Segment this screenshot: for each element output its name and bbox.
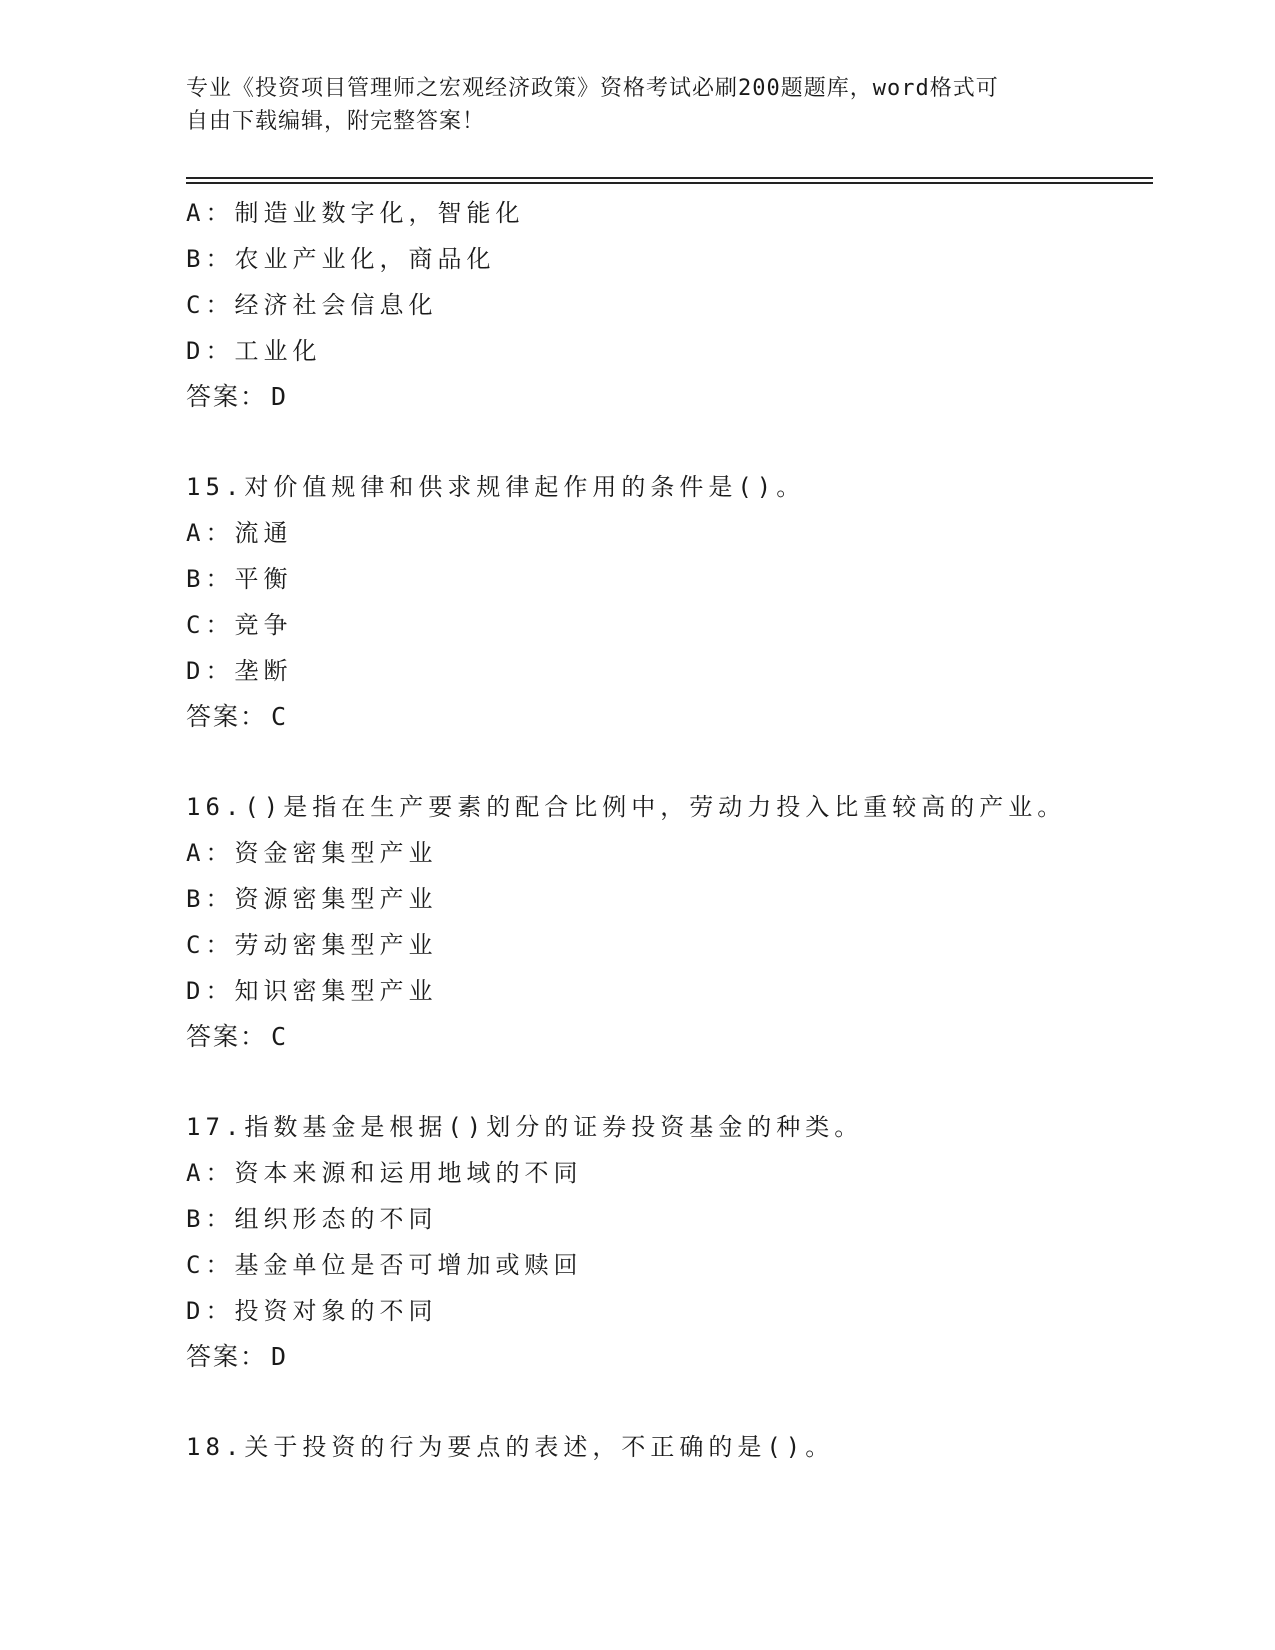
header-line-1: 专业《投资项目管理师之宏观经济政策》资格考试必刷200题题库，word格式可 [186,76,999,101]
answer-line [186,1334,1146,1380]
question-17 [186,1104,1146,1380]
question-stem: 18.关于投资的行为要点的表述，不正确的是()。 [186,1433,835,1461]
answer-label: 答案： [186,382,268,411]
option-c: C：经济社会信息化 [186,291,438,319]
answer-value: D [271,1342,289,1371]
spacer [186,420,1146,464]
header-rule-bottom [186,182,1153,184]
answer-value: C [271,702,289,731]
answer-label: 答案： [186,1022,268,1051]
option-d: D：工业化 [186,337,322,365]
answer-value: D [271,382,289,411]
answer-line [186,694,1146,740]
header-line-2: 自由下载编辑，附完整答案！ [186,109,486,134]
answer-label: 答案： [186,1342,268,1371]
option-c: C：基金单位是否可增加或赎回 [186,1251,583,1279]
answer-value: C [271,1022,289,1051]
question-list [186,190,1146,1470]
question-16 [186,784,1146,1060]
answer-line [186,374,1146,420]
question-stem: 16.()是指在生产要素的配合比例中，劳动力投入比重较高的产业。 [186,793,1067,821]
option-b: B：平衡 [186,565,293,593]
spacer [186,740,1146,784]
option-c: C：竞争 [186,611,293,639]
option-b: B：农业产业化，商品化 [186,245,496,273]
option-c: C：劳动密集型产业 [186,931,438,959]
option-d: D：垄断 [186,657,293,685]
option-b: B：组织形态的不同 [186,1205,438,1233]
question-18 [186,1424,1146,1470]
option-a: A：资金密集型产业 [186,839,438,867]
answer-line [186,1014,1146,1060]
question-stem: 15.对价值规律和供求规律起作用的条件是()。 [186,473,806,501]
option-d: D：知识密集型产业 [186,977,438,1005]
spacer [186,1380,1146,1424]
question-15 [186,464,1146,740]
answer-label: 答案： [186,702,268,731]
option-b: B：资源密集型产业 [186,885,438,913]
document-header [186,72,1066,138]
question-14-continued [186,190,1146,420]
question-stem: 17.指数基金是根据()划分的证券投资基金的种类。 [186,1113,864,1141]
spacer [186,1060,1146,1104]
option-d: D：投资对象的不同 [186,1297,438,1325]
option-a: A：制造业数字化，智能化 [186,199,525,227]
header-rule-top [186,177,1153,179]
option-a: A：流通 [186,519,293,547]
option-a: A：资本来源和运用地域的不同 [186,1159,583,1187]
